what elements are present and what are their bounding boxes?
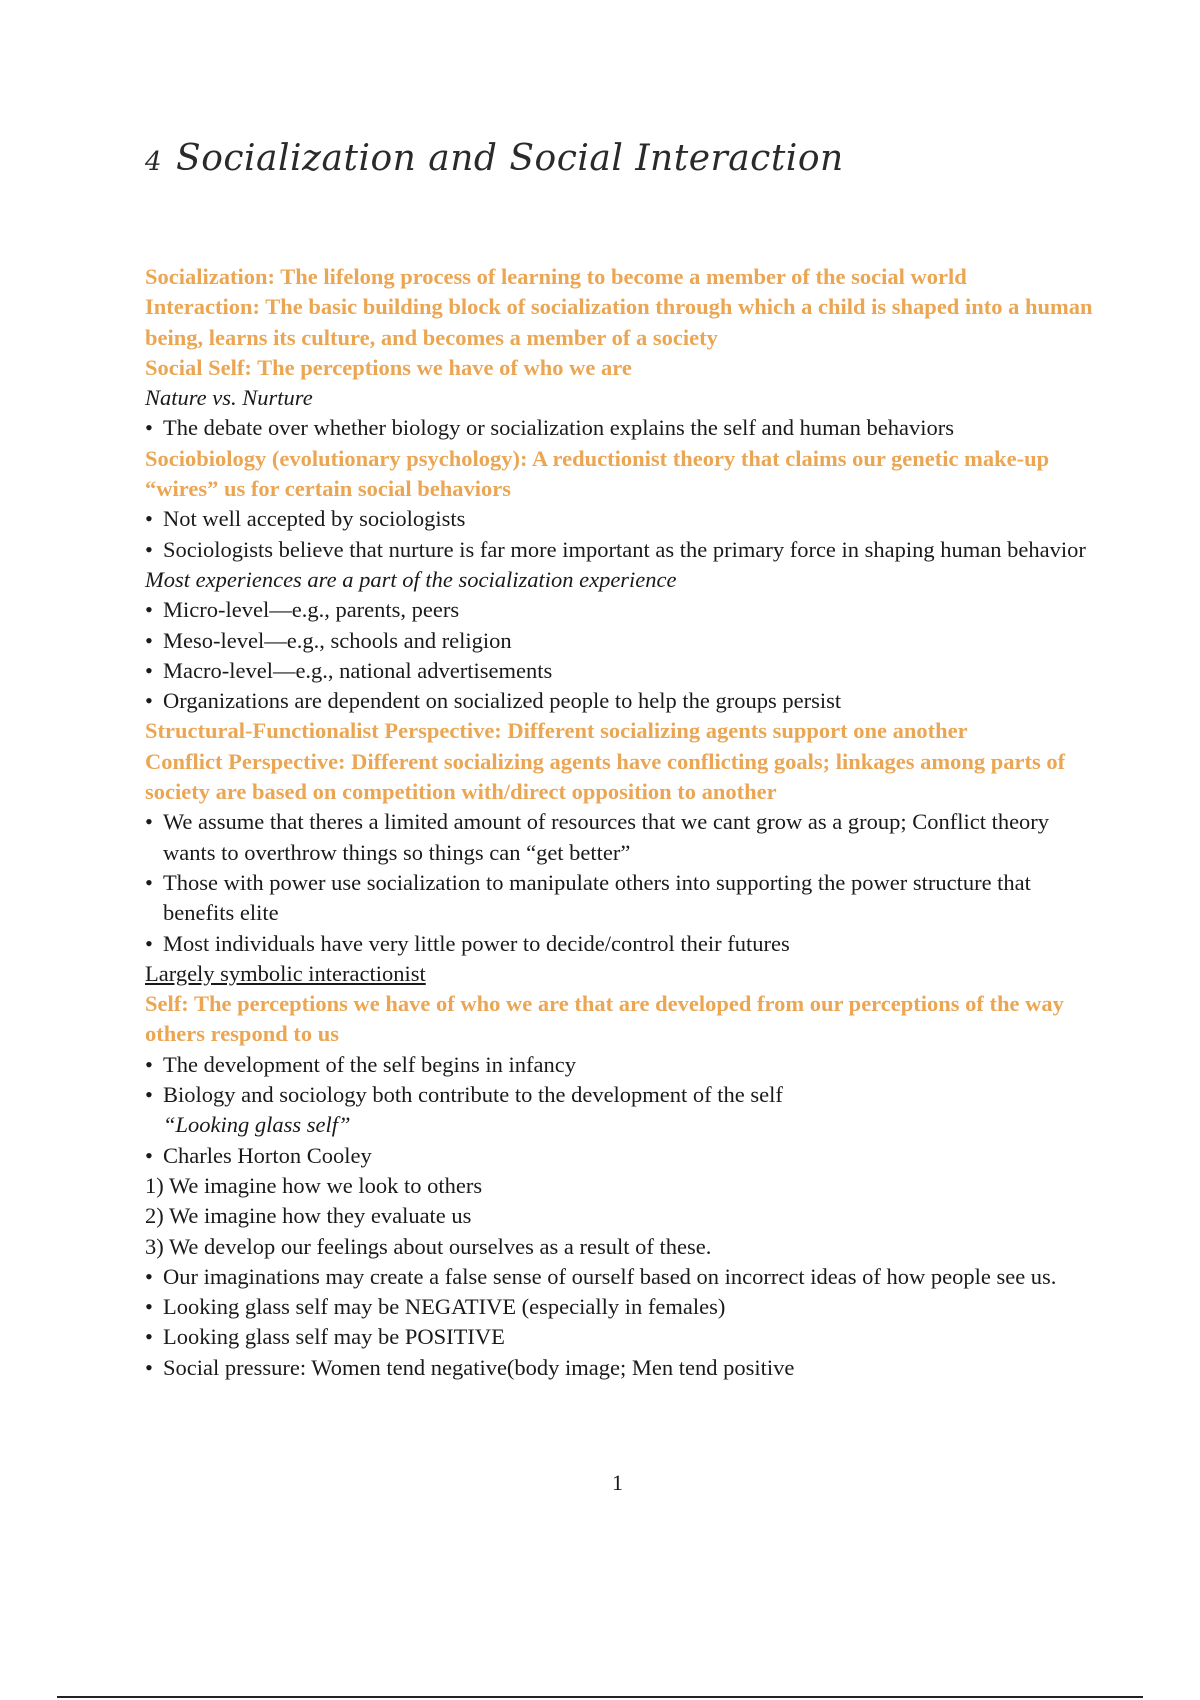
numbered-item: 3) We develop our feelings about ourselves as a result of these. xyxy=(145,1233,712,1259)
chapter-title: Socialization and Social Interaction xyxy=(176,138,844,179)
notes-body xyxy=(145,262,1095,1383)
bullet-item: • Our imaginations may create a false sense of ourself based on incorrect ideas of how people see us. xyxy=(145,1262,1095,1292)
bullet-item: • Those with power use socialization to manipulate others into supporting the power structure that benefits elite xyxy=(145,868,1095,929)
bullet-item: • Meso-level—e.g., schools and religion xyxy=(145,626,1095,656)
bullet-item: • Looking glass self may be NEGATIVE (especially in females) xyxy=(145,1292,1095,1322)
definition-interaction: Interaction: The basic building block of socialization through which a child is shaped into a human being, learns its culture, and becomes a member of a society xyxy=(145,294,1093,350)
numbered-item: 1) We imagine how we look to others xyxy=(145,1172,483,1198)
bullet-item: • We assume that theres a limited amount of resources that we cant grow as a group; Conflict theory wants to overthrow things so things can “get better” xyxy=(145,807,1095,868)
definition-social-self: Social Self: The perceptions we have of who we are xyxy=(145,354,632,380)
definition-sociobiology: Sociobiology (evolutionary psychology): A reductionist theory that claims our genetic make-up “wires” us for certain social behaviors xyxy=(145,445,1050,502)
numbered-item: 2) We imagine how they evaluate us xyxy=(145,1203,472,1229)
chapter-number: 4 xyxy=(145,147,163,177)
bullet-item: • Sociologists believe that nurture is far more important as the primary force in shaping human behavior xyxy=(145,535,1095,565)
definition-conflict-perspective: Conflict Perspective: Different socializing agents have conflicting goals; linkages among parts of society are based on competition with/direct opposition to another xyxy=(145,748,1066,805)
subheading-symbolic-interactionist: Largely symbolic interactionist xyxy=(145,960,426,986)
bullet-item: • Organizations are dependent on socialized people to help the groups persist xyxy=(145,686,1095,716)
bullet-item: • Charles Horton Cooley xyxy=(145,1141,1095,1171)
definition-socialization: Socialization: The lifelong process of learning to become a member of the social world xyxy=(145,264,967,289)
bullet-item: • Biology and sociology both contribute to the development of the self xyxy=(145,1080,1095,1110)
bullet-item: • Macro-level—e.g., national advertisements xyxy=(145,656,1095,686)
subheading-experiences: Most experiences are a part of the socialization experience xyxy=(145,566,677,592)
page-number: 1 xyxy=(612,1470,623,1495)
bullet-item: • Most individuals have very little power to decide/control their futures xyxy=(145,929,1095,959)
bottom-divider xyxy=(57,1696,1143,1698)
subheading-looking-glass-self: “Looking glass self” xyxy=(163,1112,351,1138)
bullet-item: • Micro-level—e.g., parents, peers xyxy=(145,595,1095,625)
bullet-item: • The development of the self begins in infancy xyxy=(145,1050,1095,1080)
bullet-item: • Not well accepted by sociologists xyxy=(145,504,1095,534)
bullet-item: • The debate over whether biology or socialization explains the self and human behaviors xyxy=(145,413,1095,443)
bullet-item: • Social pressure: Women tend negative(body image; Men tend positive xyxy=(145,1353,1095,1383)
definition-structural-functionalist: Structural-Functionalist Perspective: Different socializing agents support one another xyxy=(145,718,968,744)
definition-self: Self: The perceptions we have of who we are that are developed from our perceptions of the way others respond to us xyxy=(145,991,1064,1047)
chapter-heading xyxy=(145,138,844,179)
subheading-nature-nurture: Nature vs. Nurture xyxy=(145,385,313,411)
bullet-item: • Looking glass self may be POSITIVE xyxy=(145,1322,1095,1352)
